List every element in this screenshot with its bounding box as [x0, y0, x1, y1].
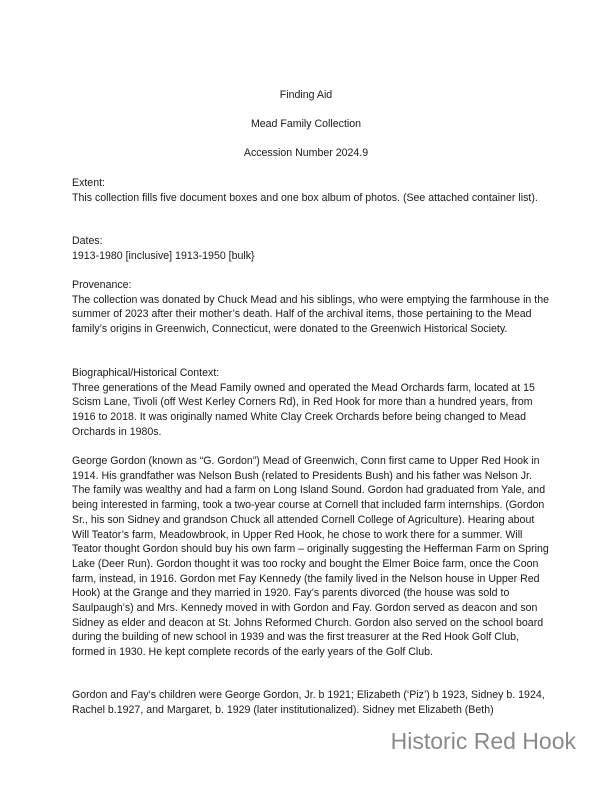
dates-text: 1913-1980 [inclusive] 1913-1950 [bulk} — [72, 249, 255, 262]
extent-label: Extent: — [72, 177, 105, 189]
provenance-section — [72, 278, 550, 337]
biographical-paragraph-3: Gordon and Fay’s children were George Gordon, Jr. b 1921; Elizabeth (‘Piz’) b 1923, Sidney b. 1924, Rachel b.1927, and Margaret, b. 1929 (later institutionalized). Sidney met Elizabeth (Beth) — [72, 689, 545, 716]
collection-title: Mead Family Collection — [250, 118, 362, 130]
biographical-paragraph-3-block — [72, 688, 550, 717]
biographical-section — [72, 366, 550, 440]
provenance-text: The collection was donated by Chuck Mead and his siblings, who were emptying the farmhouse in the summer of 2023 after their mother’s death. Half of the archival items, those pertaining to the Mead family’s origins in Greenwich, Connecticut, were donated to the Greenwich Historical Society. — [72, 293, 549, 336]
dates-label: Dates: — [72, 235, 103, 247]
extent-section — [72, 176, 550, 205]
historic-red-hook-watermark: Historic Red Hook — [390, 728, 576, 754]
finding-aid-title: Finding Aid — [279, 89, 333, 101]
extent-text: This collection fills five document boxes and one box album of photos. (See attached container list). — [72, 191, 538, 204]
biographical-paragraph-1: Three generations of the Mead Family owned and operated the Mead Orchards farm, located at 15 Scism Lane, Tivoli (off West Kerley Corners Rd), in Red Hook for more than a hundred years, from 1916 to 2018. It was originally named White Clay Creek Orchards before being changed to Mead Orchards in 1980s. — [72, 381, 535, 438]
provenance-label: Provenance: — [72, 279, 132, 291]
biographical-label: Biographical/Historical Context: — [72, 367, 220, 379]
dates-section — [72, 234, 550, 263]
accession-number: Accession Number 2024.9 — [243, 147, 369, 159]
biographical-paragraph-2-block — [72, 454, 550, 660]
biographical-paragraph-2: George Gordon (known as “G. Gordon”) Mead of Greenwich, Conn first came to Upper Red Hook in 1914. His grandfather was Nelson Bush (related to Presidents Bush) and his father was Nelson Jr. The family was wealthy and had a farm on Long Island Sound. Gordon had graduated from Yale, and being interested in farming, took a two-year course at Cornell that included farm internships. (Gordon Sr., his son Sidney and grandson Chuck all attended Cornell College of Agriculture). Hearing about Will Teator’s farm, Meadowbrook, in Upper Red Hook, he chose to work there for a summer. Will Teator thought Gordon should buy his own farm – originally suggesting the Hefferman Farm on Spring Lake (Deer Run). Gordon thought it was too rocky and bought the Elmer Boice farm, once the Coon farm, instead, in 1916. Gordon met Fay Kennedy (the family lived in the Nelson house in Upper Red Hook) at the Grange and they married in 1920. Fay’s parents divorced (the house was sold to Saulpaugh’s) and Mrs. Kennedy moved in with Gordon and Fay. Gordon served as deacon and son Sidney as elder and deacon at St. Johns Reformed Church. Gordon also served on the school board during the building of new school in 1939 and was the first treasurer at the Red Hook Golf Club, formed in 1930. He kept complete records of the early years of the Golf Club. — [72, 455, 549, 659]
